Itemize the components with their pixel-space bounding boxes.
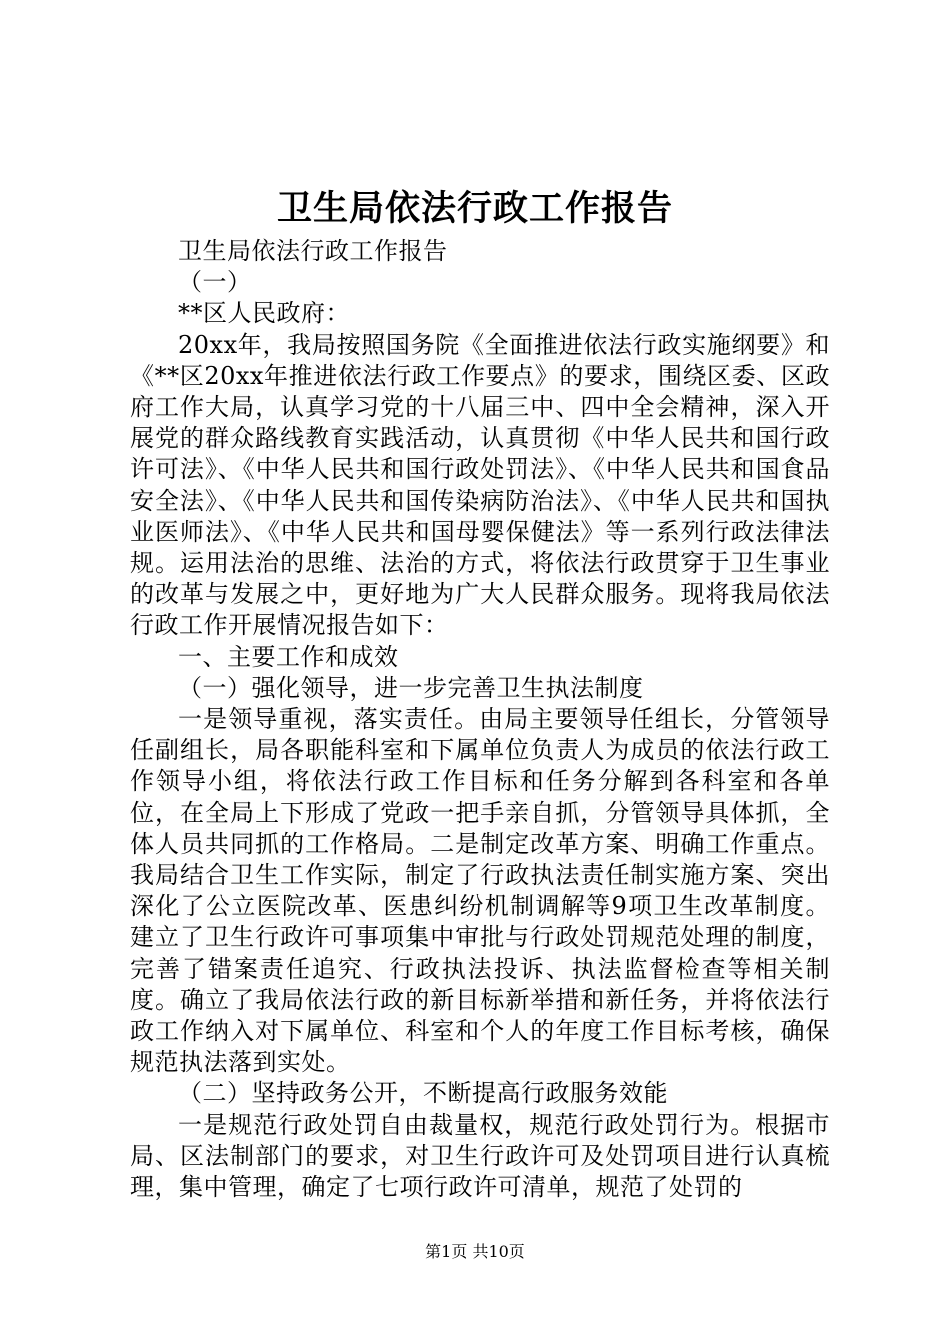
subsection-heading-leadership: （一）强化领导，进一步完善卫生执法制度	[178, 673, 644, 702]
leadership-paragraph: 一是领导重视，落实责任。由局主要领导任组长，分管领导任副组长，局各职能科室和下属单位负责人为成员的依法行政工作领导小组，将依法行政工作目标和任务分解到各科室和各单位，在全局上下形成了党政一把手亲自抓，分管领导具体抓，全体人员共同抓的工作格局。二是制定改革方案、明确工作重点。我局结合卫生工作实际，制定了行政执法责任制实施方案、突出深化了公立医院改革、医患纠纷机制调解等9项卫生改革制度。建立了卫生行政许可事项集中审批与行政处罚规范处理的制度，完善了错案责任追究、行政执法投诉、执法监督检查等相关制度。确立了我局依法行政的新目标新举措和新任务，并将依法行政工作纳入对下属单位、科室和个人的年度工作目标考核，确保规范执法落到实处。	[130, 705, 830, 1077]
intro-paragraph: 20xx年，我局按照国务院《全面推进依法行政实施纲要》和《**区20xx年推进依法行政工作要点》的要求，围绕区委、区政府工作大局，认真学习党的十八届三中、四中全会精神，深入开展党的群众路线教育实践活动，认真贯彻《中华人民共和国行政许可法》、《中华人民共和国行政处罚法》、《中华人民共和国食品安全法》、《中华人民共和国传染病防治法》、《中华人民共和国执业医师法》、《中华人民共和国母婴保健法》等一系列行政法律法规。运用法治的思维、法治的方式，将依法行政贯穿于卫生事业的改革与发展之中，更好地为广大人民群众服务。现将我局依法行政工作开展情况报告如下：	[130, 330, 830, 640]
section-number-paragraph: （一）	[178, 268, 252, 297]
transparency-paragraph: 一是规范行政处罚自由裁量权，规范行政处罚行为。根据市局、区法制部门的要求，对卫生行政许可及处罚项目进行认真梳理，集中管理，确定了七项行政许可清单，规范了处罚的	[130, 1110, 830, 1202]
section-heading-main-work: 一、主要工作和成效	[178, 642, 399, 671]
document-title: 卫生局依法行政工作报告	[276, 188, 673, 229]
subtitle-paragraph: 卫生局依法行政工作报告	[178, 237, 448, 265]
subsection-heading-transparency: （二）坚持政务公开，不断提高行政服务效能	[178, 1079, 668, 1108]
document-body	[130, 236, 830, 1203]
page-footer: 第1页 共10页	[425, 1242, 525, 1261]
salutation-paragraph: **区人民政府：	[178, 299, 350, 328]
